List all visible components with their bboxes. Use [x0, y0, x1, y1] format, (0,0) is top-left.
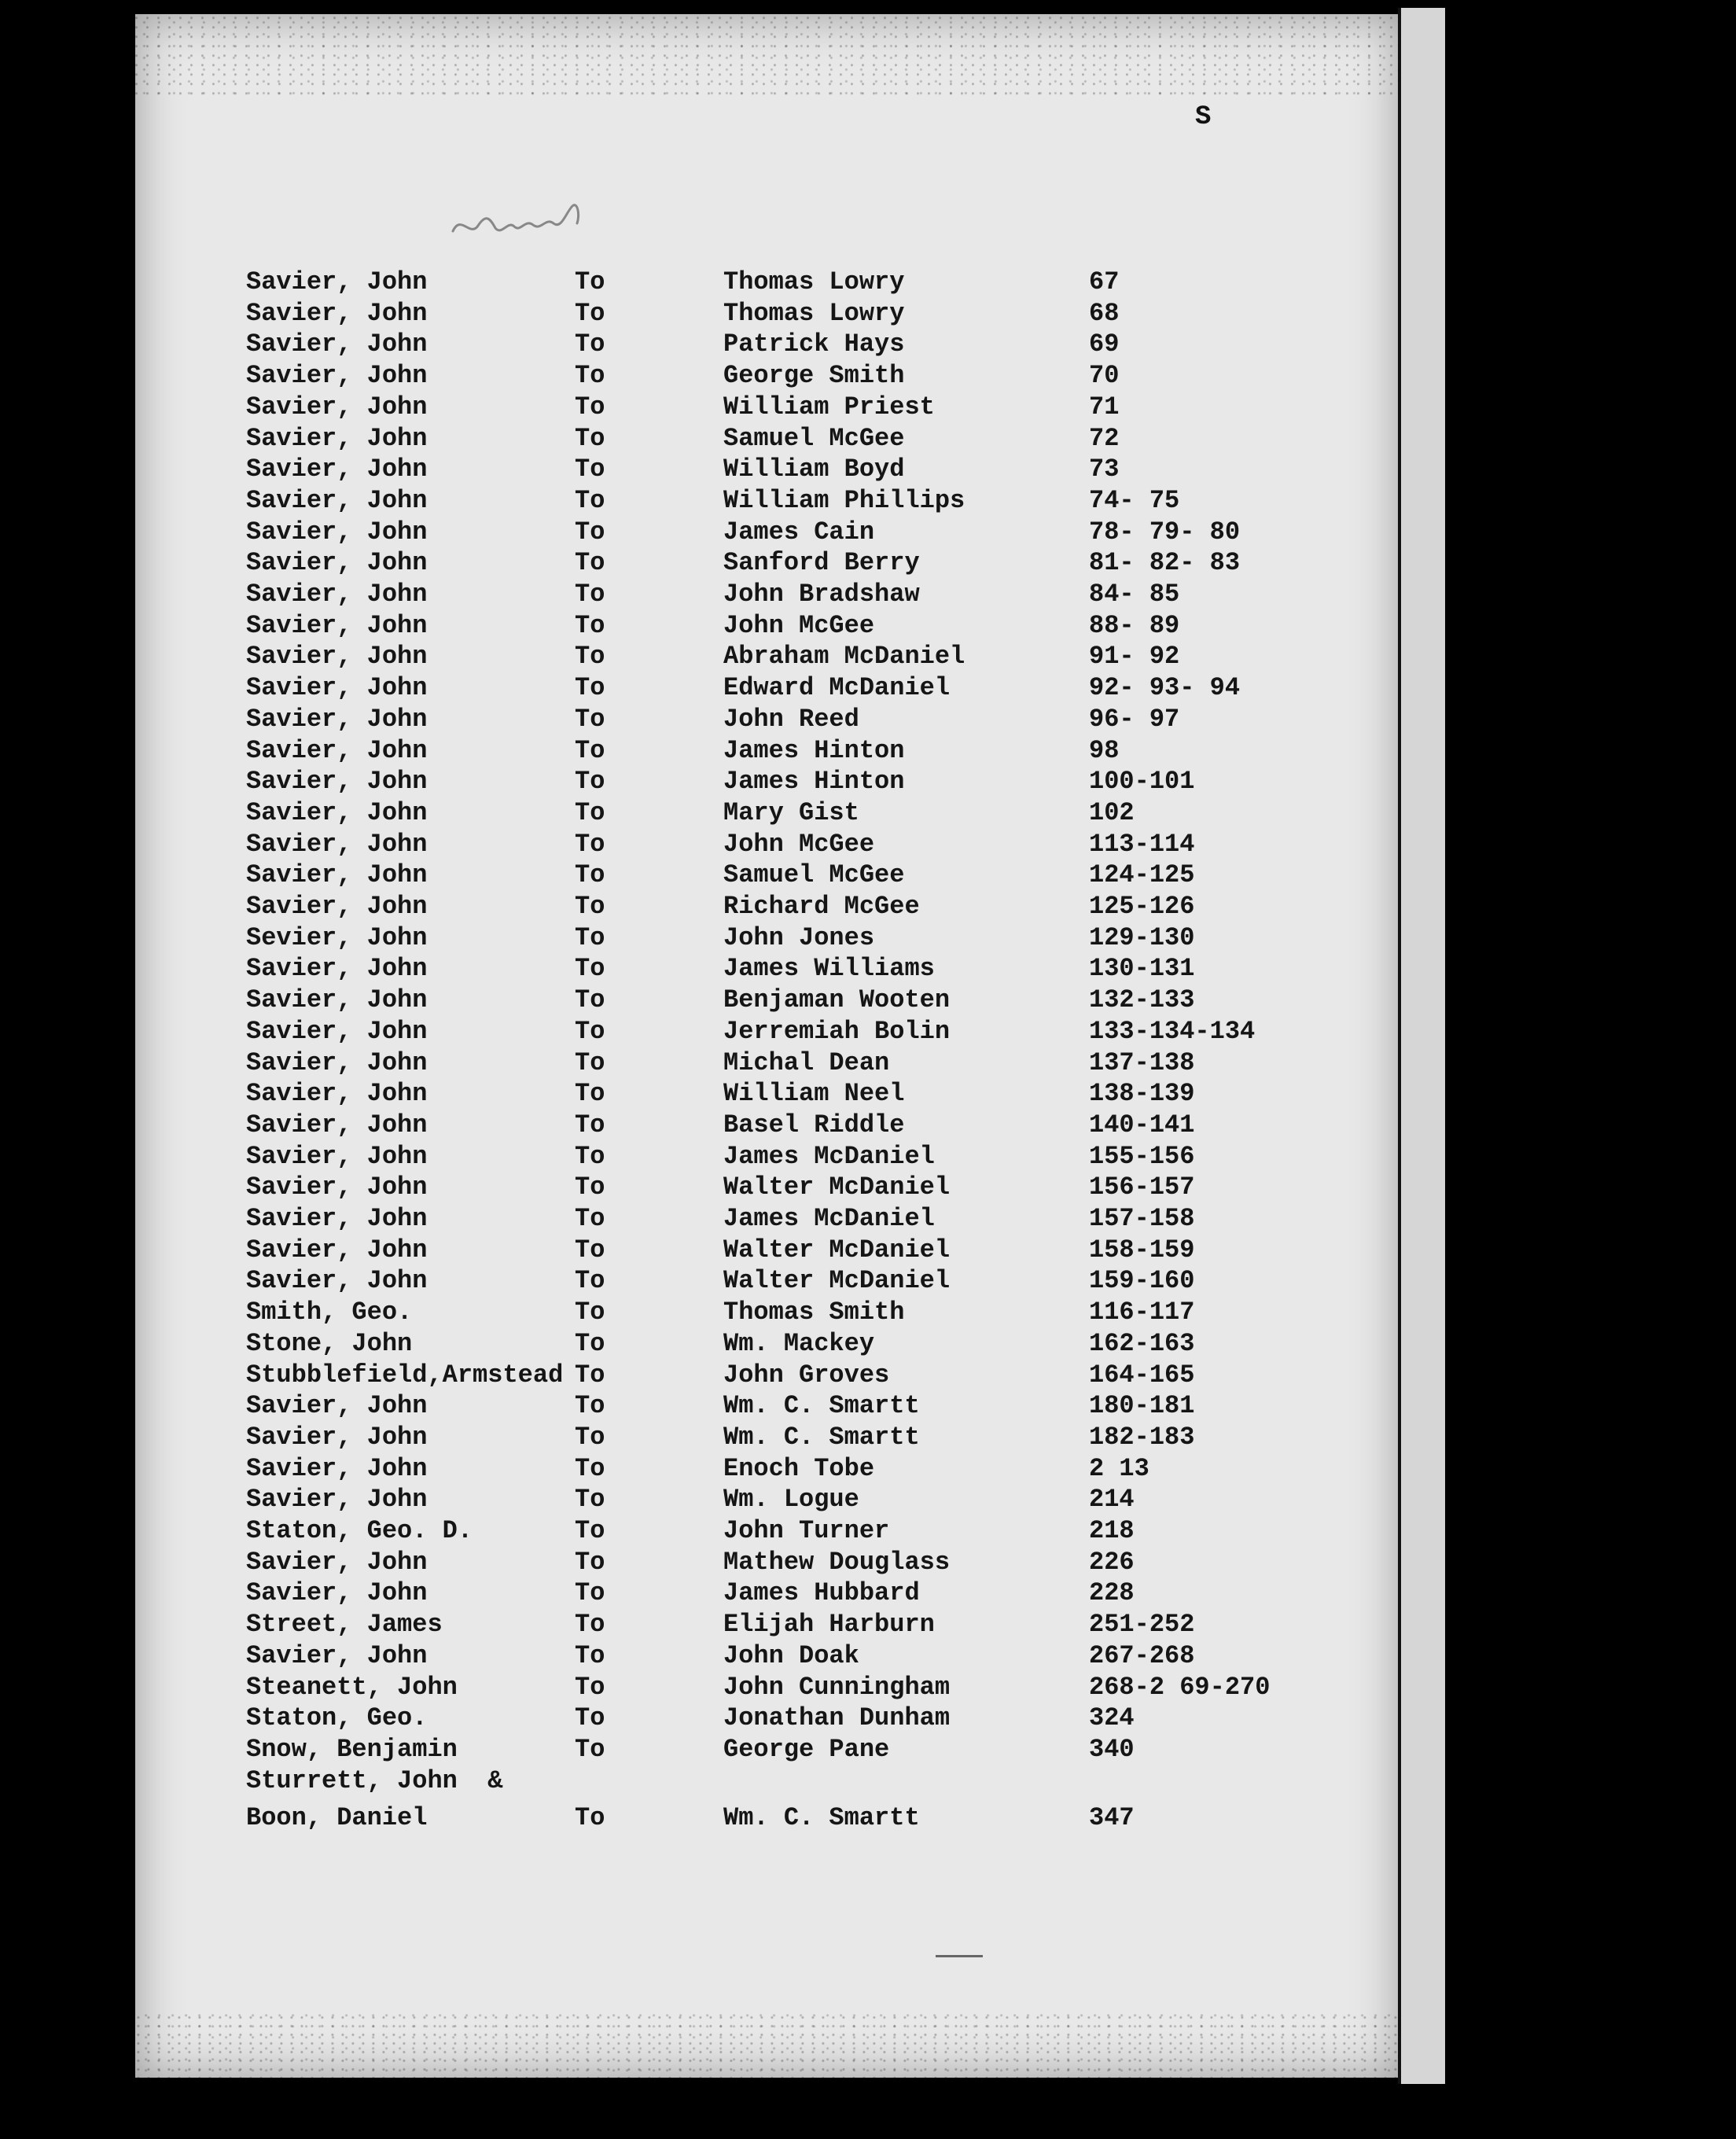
grantor-name: Savier, John — [246, 330, 428, 359]
grantee-name: Michal Dean — [723, 1047, 890, 1077]
page-numbers: 2 13 — [1089, 1453, 1149, 1483]
direction: To — [575, 1516, 605, 1545]
page-numbers: 72 — [1089, 423, 1120, 453]
direction: To — [575, 767, 605, 797]
direction: To — [575, 1578, 605, 1608]
direction: To — [575, 797, 605, 827]
page-numbers: 70 — [1089, 361, 1120, 391]
grantee-name: William Neel — [723, 1079, 905, 1109]
direction: To — [575, 642, 605, 672]
grantor-name: Savier, John — [246, 485, 428, 515]
page-numbers: 132-133 — [1089, 985, 1195, 1015]
page-marker: S — [1195, 102, 1212, 132]
grantor-name: Savier, John — [246, 1204, 428, 1233]
direction: To — [575, 1672, 605, 1702]
grantor-name: Savier, John — [246, 298, 428, 328]
grantee-name: Wm. C. Smartt — [723, 1391, 920, 1421]
direction: To — [575, 1079, 605, 1109]
grantor-name: Stone, John — [246, 1328, 413, 1358]
scan-noise-top — [135, 14, 1401, 101]
grantor-name: Savier, John — [246, 829, 428, 859]
grantee-name: William Priest — [723, 392, 935, 422]
page-numbers: 226 — [1089, 1547, 1135, 1577]
grantor-name: Savier, John — [246, 767, 428, 797]
grantor-name: Savier, John — [246, 1141, 428, 1171]
direction: To — [575, 610, 605, 640]
grantor-name: Savier, John — [246, 423, 428, 453]
grantor-name: Savier, John — [246, 860, 428, 890]
grantor-name: Savier, John — [246, 267, 428, 296]
direction: To — [575, 1016, 605, 1046]
page-numbers: 102 — [1089, 797, 1135, 827]
grantor-name: Savier, John — [246, 1110, 428, 1139]
page-numbers: 324 — [1089, 1703, 1135, 1733]
grantor-name: Savier, John — [246, 1235, 428, 1265]
page-numbers: 218 — [1089, 1516, 1135, 1545]
page-numbers: 340 — [1089, 1734, 1135, 1764]
grantor-name: Savier, John — [246, 1266, 428, 1296]
grantee-name: Jerremiah Bolin — [723, 1016, 951, 1046]
direction: To — [575, 423, 605, 453]
grantee-name: John Bradshaw — [723, 580, 920, 609]
grantor-name: Savier, John — [246, 1453, 428, 1483]
direction: To — [575, 517, 605, 547]
page-numbers: 74- 75 — [1089, 485, 1180, 515]
direction: To — [575, 1047, 605, 1077]
direction: To — [575, 1803, 605, 1833]
grantor-name: Savier, John — [246, 517, 428, 547]
page-numbers: 92- 93- 94 — [1089, 673, 1241, 703]
direction: To — [575, 922, 605, 952]
page-numbers: 130-131 — [1089, 954, 1195, 984]
direction: To — [575, 1547, 605, 1577]
page-numbers: 164-165 — [1089, 1360, 1195, 1390]
direction: To — [575, 455, 605, 484]
page-numbers: 73 — [1089, 455, 1120, 484]
grantor-name: Street, James — [246, 1610, 443, 1640]
grantee-name: Wm. C. Smartt — [723, 1803, 920, 1833]
grantee-name: James Williams — [723, 954, 935, 984]
direction: To — [575, 1360, 605, 1390]
grantor-name: Savier, John — [246, 361, 428, 391]
grantor-name: Smith, Geo. — [246, 1298, 413, 1327]
direction: To — [575, 892, 605, 921]
grantor-name: Savier, John — [246, 735, 428, 765]
direction: To — [575, 985, 605, 1015]
scan-noise-bottom — [135, 2013, 1401, 2084]
grantee-name: Edward McDaniel — [723, 673, 951, 703]
grantee-name: Sanford Berry — [723, 548, 920, 578]
grantee-name: John Cunningham — [723, 1672, 951, 1702]
grantor-name: Sevier, John — [246, 922, 428, 952]
grantor-name: Savier, John — [246, 1422, 428, 1452]
grantee-name: James Cain — [723, 517, 875, 547]
direction: To — [575, 673, 605, 703]
grantee-name: William Phillips — [723, 485, 965, 515]
grantor-name: Staton, Geo. D. — [246, 1516, 473, 1545]
direction: To — [575, 1391, 605, 1421]
grantee-name: Wm. C. Smartt — [723, 1422, 920, 1452]
grantor-name: Savier, John — [246, 1640, 428, 1670]
grantee-name: Samuel McGee — [723, 423, 905, 453]
grantor-name: Savier, John — [246, 1173, 428, 1202]
direction: To — [575, 267, 605, 296]
page-numbers: 116-117 — [1089, 1298, 1195, 1327]
page-numbers: 155-156 — [1089, 1141, 1195, 1171]
grantee-name: John McGee — [723, 610, 875, 640]
direction: To — [575, 704, 605, 734]
grantee-name: Mathew Douglass — [723, 1547, 951, 1577]
grantee-name: John Reed — [723, 704, 859, 734]
direction: To — [575, 1298, 605, 1327]
page-numbers: 100-101 — [1089, 767, 1195, 797]
grantee-name: Abraham McDaniel — [723, 642, 965, 672]
page-numbers: 133-134-134 — [1089, 1016, 1256, 1046]
page-numbers: 71 — [1089, 392, 1120, 422]
page-numbers: 84- 85 — [1089, 580, 1180, 609]
grantee-name: Samuel McGee — [723, 860, 905, 890]
page-numbers: 156-157 — [1089, 1173, 1195, 1202]
grantor-name: Savier, John — [246, 673, 428, 703]
page-numbers: 138-139 — [1089, 1079, 1195, 1109]
page-numbers: 68 — [1089, 298, 1120, 328]
page-numbers: 129-130 — [1089, 922, 1195, 952]
page-numbers: 113-114 — [1089, 829, 1195, 859]
grantor-name: Snow, Benjamin — [246, 1734, 458, 1764]
page-numbers: 157-158 — [1089, 1204, 1195, 1233]
direction: To — [575, 298, 605, 328]
page-numbers: 268-2 69-270 — [1089, 1672, 1271, 1702]
direction: To — [575, 860, 605, 890]
direction: To — [575, 1141, 605, 1171]
direction: To — [575, 1453, 605, 1483]
direction: To — [575, 1422, 605, 1452]
grantor-name: Savier, John — [246, 704, 428, 734]
direction: To — [575, 1173, 605, 1202]
grantee-name: James Hinton — [723, 767, 905, 797]
grantor-name: Savier, John — [246, 1079, 428, 1109]
direction: To — [575, 735, 605, 765]
page-numbers: 214 — [1089, 1485, 1135, 1515]
direction: To — [575, 580, 605, 609]
grantee-name: John Doak — [723, 1640, 859, 1670]
grantor-name: Savier, John — [246, 1016, 428, 1046]
grantor-name: Savier, John — [246, 1047, 428, 1077]
pencil-mark — [936, 1950, 983, 1957]
page-numbers: 267-268 — [1089, 1640, 1195, 1670]
direction: To — [575, 1328, 605, 1358]
page-numbers: 137-138 — [1089, 1047, 1195, 1077]
grantee-name: Walter McDaniel — [723, 1266, 951, 1296]
grantee-name: Mary Gist — [723, 797, 859, 827]
page-numbers: 98 — [1089, 735, 1120, 765]
grantor-name: Savier, John — [246, 985, 428, 1015]
grantee-name: Patrick Hays — [723, 330, 905, 359]
grantee-name: Benjaman Wooten — [723, 985, 951, 1015]
grantee-name: John Turner — [723, 1516, 890, 1545]
direction: To — [575, 1110, 605, 1139]
page-numbers: 88- 89 — [1089, 610, 1180, 640]
page-numbers: 162-163 — [1089, 1328, 1195, 1358]
grantor-name: Savier, John — [246, 954, 428, 984]
direction: To — [575, 392, 605, 422]
grantor-name: Savier, John — [246, 455, 428, 484]
direction: To — [575, 548, 605, 578]
grantor-name: Savier, John — [246, 610, 428, 640]
grantee-name: Elijah Harburn — [723, 1610, 935, 1640]
grantor-name: Sturrett, John & — [246, 1765, 503, 1795]
page-numbers: 125-126 — [1089, 892, 1195, 921]
page-numbers: 228 — [1089, 1578, 1135, 1608]
grantee-name: Thomas Smith — [723, 1298, 905, 1327]
page-numbers: 158-159 — [1089, 1235, 1195, 1265]
page-numbers: 159-160 — [1089, 1266, 1195, 1296]
direction: To — [575, 1610, 605, 1640]
page-numbers: 182-183 — [1089, 1422, 1195, 1452]
grantee-name: Wm. Mackey — [723, 1328, 875, 1358]
grantee-name: James Hubbard — [723, 1578, 920, 1608]
grantee-name: John Groves — [723, 1360, 890, 1390]
grantor-name: Savier, John — [246, 642, 428, 672]
page-numbers: 140-141 — [1089, 1110, 1195, 1139]
grantee-name: George Pane — [723, 1734, 890, 1764]
grantor-name: Savier, John — [246, 797, 428, 827]
grantee-name: George Smith — [723, 361, 905, 391]
grantee-name: Thomas Lowry — [723, 298, 905, 328]
grantee-name: James McDaniel — [723, 1204, 935, 1233]
grantor-name: Savier, John — [246, 580, 428, 609]
page-numbers: 81- 82- 83 — [1089, 548, 1241, 578]
grantee-name: James Hinton — [723, 735, 905, 765]
page-numbers: 67 — [1089, 267, 1120, 296]
page-numbers: 124-125 — [1089, 860, 1195, 890]
direction: To — [575, 1235, 605, 1265]
grantee-name: Thomas Lowry — [723, 267, 905, 296]
page-numbers: 78- 79- 80 — [1089, 517, 1241, 547]
grantor-name: Savier, John — [246, 548, 428, 578]
grantor-name: Savier, John — [246, 1547, 428, 1577]
page-numbers: 347 — [1089, 1803, 1135, 1833]
grantee-name: Walter McDaniel — [723, 1235, 951, 1265]
grantor-name: Boon, Daniel — [246, 1803, 428, 1833]
page-numbers: 91- 92 — [1089, 642, 1180, 672]
grantor-name: Steanett, John — [246, 1672, 458, 1702]
direction: To — [575, 954, 605, 984]
grantor-name: Staton, Geo. — [246, 1703, 428, 1733]
page-numbers: 180-181 — [1089, 1391, 1195, 1421]
direction: To — [575, 1485, 605, 1515]
grantee-name: James McDaniel — [723, 1141, 935, 1171]
grantee-name: John Jones — [723, 922, 875, 952]
grantee-name: Enoch Tobe — [723, 1453, 875, 1483]
page-edge — [1398, 8, 1445, 2084]
grantee-name: Jonathan Dunham — [723, 1703, 951, 1733]
grantor-name: Savier, John — [246, 392, 428, 422]
grantor-name: Savier, John — [246, 1578, 428, 1608]
grantee-name: Richard McGee — [723, 892, 920, 921]
grantor-name: Stubblefield,Armstead — [246, 1360, 564, 1390]
page-numbers: 251-252 — [1089, 1610, 1195, 1640]
direction: To — [575, 1734, 605, 1764]
grantor-name: Savier, John — [246, 1391, 428, 1421]
grantee-name: Walter McDaniel — [723, 1173, 951, 1202]
direction: To — [575, 829, 605, 859]
direction: To — [575, 361, 605, 391]
direction: To — [575, 1266, 605, 1296]
grantee-name: John McGee — [723, 829, 875, 859]
direction: To — [575, 485, 605, 515]
page-numbers: 96- 97 — [1089, 704, 1180, 734]
grantee-name: William Boyd — [723, 455, 905, 484]
direction: To — [575, 1703, 605, 1733]
direction: To — [575, 330, 605, 359]
direction: To — [575, 1204, 605, 1233]
direction: To — [575, 1640, 605, 1670]
page-numbers: 69 — [1089, 330, 1120, 359]
grantor-name: Savier, John — [246, 892, 428, 921]
grantee-name: Basel Riddle — [723, 1110, 905, 1139]
grantor-name: Savier, John — [246, 1485, 428, 1515]
grantee-name: Wm. Logue — [723, 1485, 859, 1515]
margin-note-sevier — [447, 182, 588, 253]
